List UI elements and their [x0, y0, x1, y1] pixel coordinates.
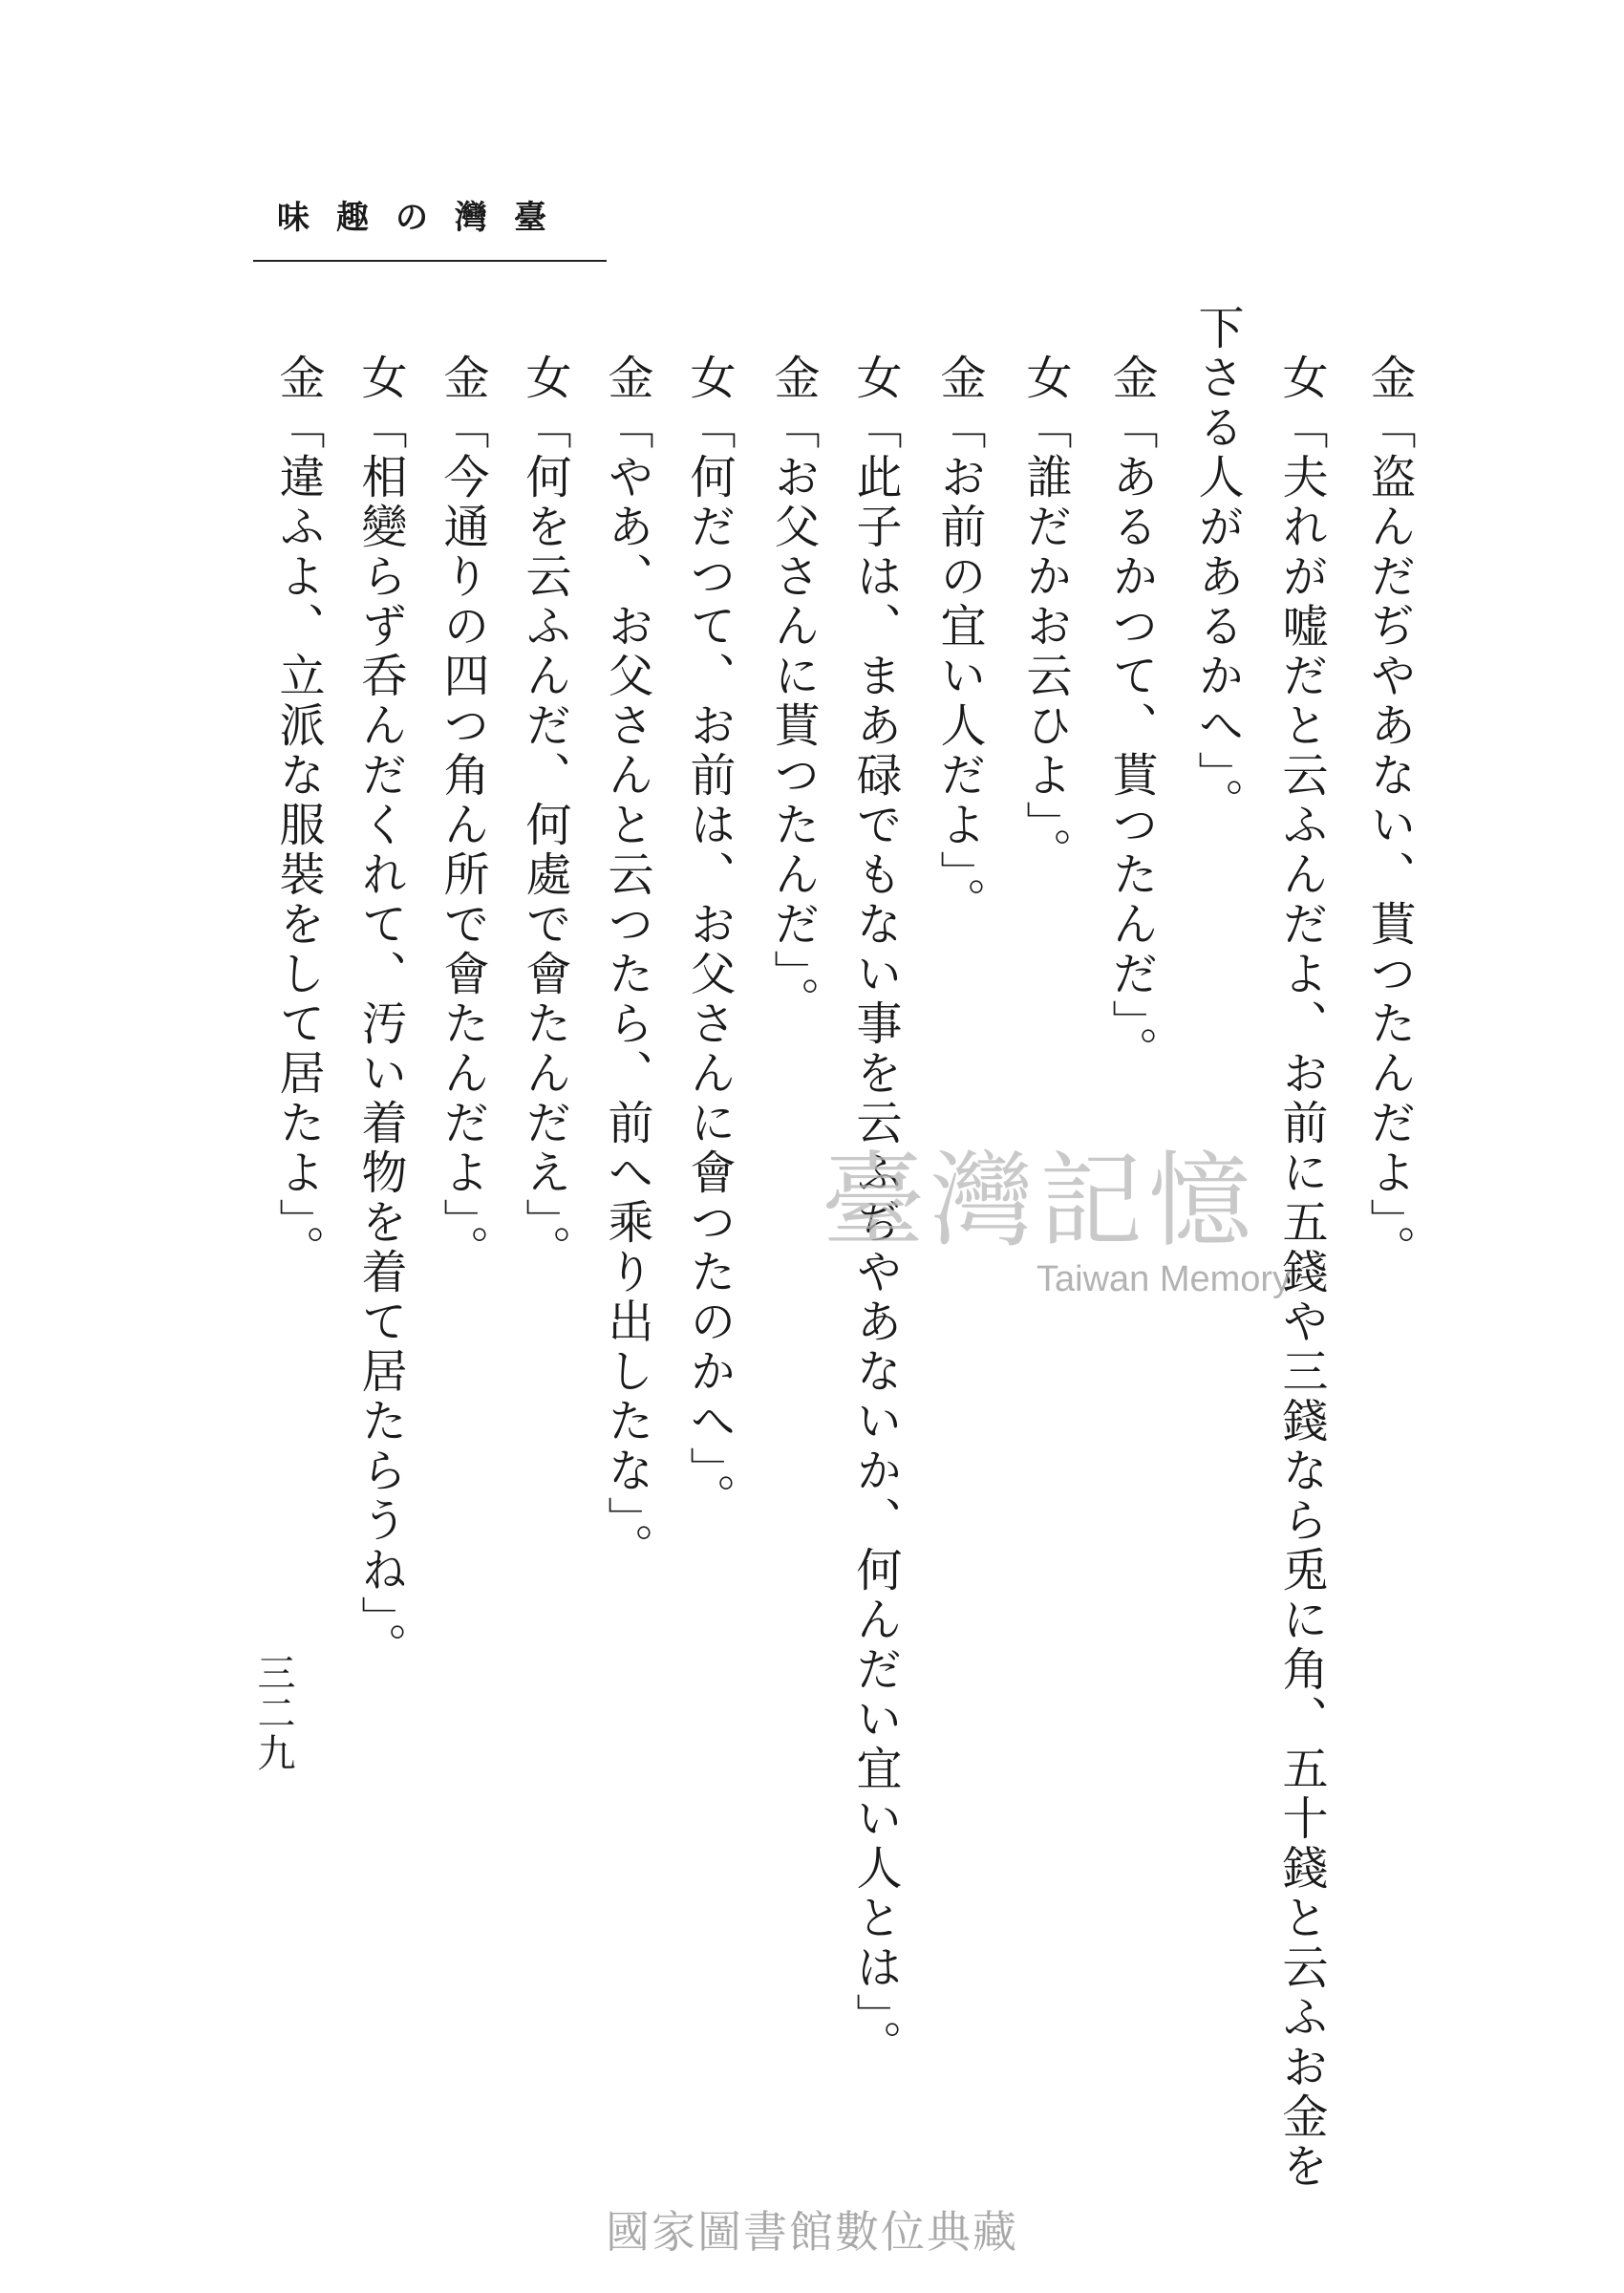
dialogue-line: 女「何だつて、お前は、お父さんに會つたのかへ」。	[682, 354, 736, 1523]
dialogue-line: 女「此子は、まあ碌でもない事を云ふぢやあないか、何んだい宜い人とは」。	[848, 354, 902, 2069]
dialogue-line: 女「夫れが嘘だと云ふんだよ、お前に五錢や三錢なら兎に角、五十錢と云ふお金を	[1274, 354, 1328, 2192]
watermark-title: 臺灣記憶	[822, 1142, 1258, 1261]
dialogue-line: 金「今通りの四つ角ん所で會たんだよ」。	[436, 354, 489, 1275]
running-head: 臺灣の趣味	[277, 199, 573, 237]
dialogue-line: 女「何を云ふんだ、何處で會たんだえ」。	[518, 354, 571, 1275]
dialogue-line: 金「お前の宜い人だよ」。	[932, 354, 986, 927]
dialogue-line: 女「相變らず呑んだくれて、汚い着物を着て居たらうね」。	[353, 354, 407, 1672]
footer-credit: 國家圖書館數位典藏	[606, 2206, 1018, 2258]
page-number: 三二九	[251, 1653, 295, 1773]
dialogue-line: 金「やあ、お父さんと云つたら、前へ乘り出したな」。	[600, 354, 653, 1573]
watermark-subtitle: Taiwan Memory	[1036, 1259, 1292, 1299]
dialogue-line: 金「違ふよ、立派な服裝をして居たよ」。	[271, 354, 325, 1275]
dialogue-line: 下さる人があるかへ」。	[1190, 304, 1244, 827]
dialogue-line: 金「あるかつて、貰つたんだ」。	[1104, 354, 1158, 1076]
dialogue-line: 女「誰だかお云ひよ」。	[1018, 354, 1072, 877]
watermark-logo	[822, 1118, 1292, 1309]
dialogue-line: 金「盗んだぢやあない、貰つたんだよ」。	[1362, 354, 1416, 1275]
dialogue-line: 金「お父さんに貰つたんだ」。	[766, 354, 820, 1026]
